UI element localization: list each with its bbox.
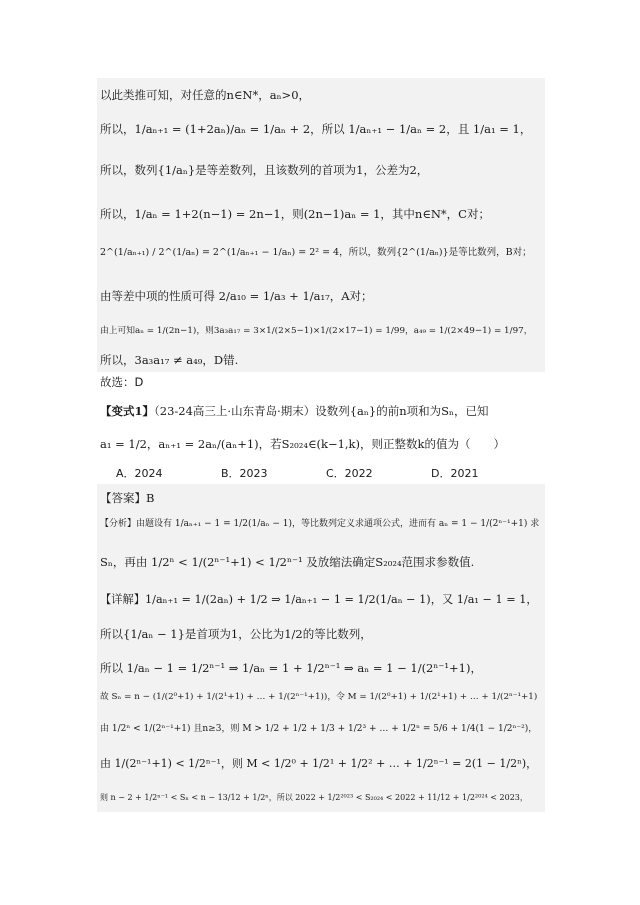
option-c[interactable]: C．2022 (326, 467, 373, 480)
solution-line-1: 以此类推可知，对任意的n∈N*，aₙ>0， (100, 88, 311, 102)
option-b[interactable]: B．2023 (221, 467, 268, 480)
detail-line-5: 由 1/2ⁿ < 1/(2ⁿ⁻¹+1) 且n≥3，则 M > 1/2 + 1/2 + 1/3 + 1/2³ + … + 1/2ⁿ = 5/6 + 1/4(1 − 1/2ⁿ⁻²)， (100, 724, 538, 734)
variant-label: 【变式1】 (100, 404, 155, 418)
answer-line: 【答案】B (100, 491, 155, 505)
solution-line-3: 所以，数列{1/aₙ}是等差数列，且该数列的首项为1，公差为2， (100, 163, 429, 177)
variant-heading (100, 404, 488, 418)
solution-line-2: 所以，1/aₙ₊₁ = (1+2aₙ)/aₙ = 1/aₙ + 2，所以 1/aₙ₊₁ − 1/aₙ = 2，且 1/a₁ = 1， (100, 122, 532, 136)
detail-line-1: 【详解】1/aₙ₊₁ = 1/(2aₙ) + 1/2 ⇒ 1/aₙ₊₁ − 1 = 1/2(1/aₙ − 1)，又 1/a₁ − 1 = 1， (100, 593, 538, 606)
variant-stem-1: 设数列{aₙ}的前n项和为Sₙ，已知 (315, 404, 489, 418)
detail-line-2: 所以{1/aₙ − 1}是首项为1，公比为1/2的等比数列， (100, 627, 372, 641)
solution-line-6: 由等差中项的性质可得 2/a₁₀ = 1/a₃ + 1/a₁₇，A对； (100, 289, 373, 303)
answer-options (116, 465, 536, 481)
detail-line-4: 故 Sₙ = n − (1/(2⁰+1) + 1/(2¹+1) + … + 1/(2ⁿ⁻¹+1))，令 M = 1/(2⁰+1) + 1/(2¹+1) + … + 1/(2ⁿ⁻¹+1) (100, 692, 538, 702)
option-d[interactable]: D．2021 (431, 467, 479, 480)
analysis-line-1: 【分析】由题设有 1/aₙ₊₁ − 1 = 1/2(1/aₙ − 1)，等比数列定义求通项公式，进而有 aₙ = 1 − 1/(2ⁿ⁻¹+1) 求 (100, 519, 540, 529)
variant-source: （23-24高三上·山东青岛·期末） (154, 404, 316, 418)
solution-line-7: 由上可知aₙ = 1/(2n−1)，则3a₃a₁₇ = 3×1/(2×5−1)×1/(2×17−1) = 1/99，a₄₉ = 1/(2×49−1) = 1/97， (100, 326, 533, 336)
analysis-line-2: Sₙ，再由 1/2ⁿ < 1/(2ⁿ⁻¹+1) < 1/2ⁿ⁻¹ 及放缩法确定S₂₀₂₄范围求参数值. (100, 555, 475, 569)
answer-pick: 故选：D (100, 375, 144, 389)
solution-line-5: 2^(1/aₙ₊₁) / 2^(1/aₙ) = 2^(1/aₙ₊₁ − 1/aₙ) = 2² = 4，所以，数列{2^(1/aₙ)}是等比数列，B对； (100, 247, 532, 258)
detail-line-3: 所以 1/aₙ − 1 = 1/2ⁿ⁻¹ ⇒ 1/aₙ = 1 + 1/2ⁿ⁻¹ ⇒ aₙ = 1 − 1/(2ⁿ⁻¹+1)， (100, 661, 482, 675)
option-a[interactable]: A．2024 (116, 467, 163, 480)
variant-stem-2: a₁ = 1/2，aₙ₊₁ = 2aₙ/(aₙ+1)，若S₂₀₂₄∈(k−1,k)，则正整数k的值为（ ） (100, 437, 505, 451)
detail-line-7: 则 n − 2 + 1/2ⁿ⁻¹ < Sₙ < n − 13/12 + 1/2ⁿ，所以 2022 + 1/2²⁰²³ < S₂₀₂₄ < 2022 + 11/12 + 1/2²⁰²⁴ < 2023， (100, 793, 528, 802)
solution-line-4: 所以，1/aₙ = 1+2(n−1) = 2n−1，则(2n−1)aₙ = 1，其中n∈N*，C对； (100, 207, 490, 221)
detail-line-6: 由 1/(2ⁿ⁻¹+1) < 1/2ⁿ⁻¹，则 M < 1/2⁰ + 1/2¹ + 1/2² + … + 1/2ⁿ⁻¹ = 2(1 − 1/2ⁿ)， (100, 757, 538, 770)
solution-line-8: 所以，3a₃a₁₇ ≠ a₄₉，D错. (100, 353, 239, 367)
